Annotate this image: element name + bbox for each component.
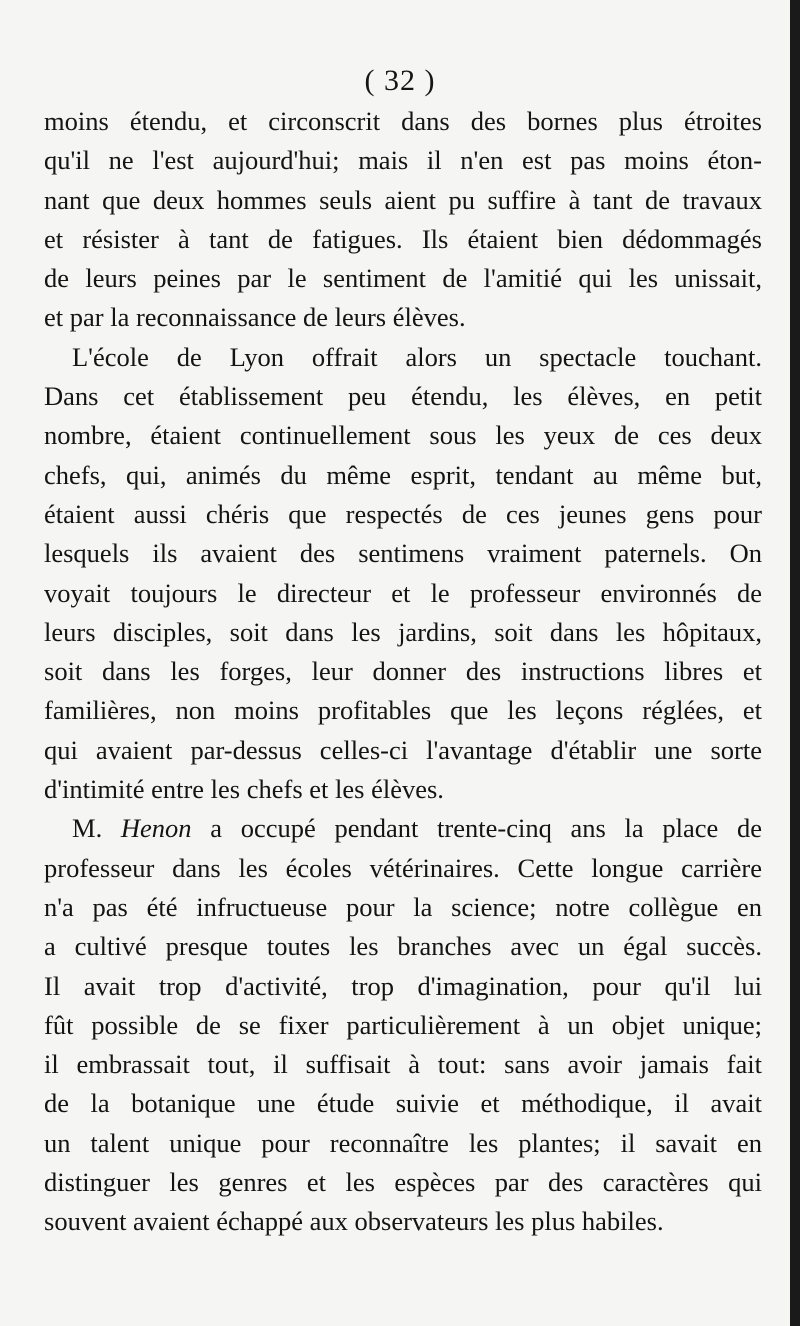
text-line: soit dans les forges, leur donner des instructions libres et bbox=[44, 656, 762, 687]
text-line: étaient aussi chéris que respectés de ces jeunes gens pour bbox=[44, 498, 762, 529]
text-line: souvent avaient échappé aux observateurs les plus habiles. bbox=[44, 1206, 664, 1237]
text-line: et résister à tant de fatigues. Ils étaient bien dédommagés bbox=[44, 223, 762, 254]
text-line: a cultivé presque toutes les branches avec un égal succès. bbox=[44, 931, 762, 962]
text-line: de la botanique une étude suivie et méthodique, il avait bbox=[44, 1088, 762, 1119]
body-text bbox=[44, 102, 762, 1242]
honorific: M. bbox=[72, 813, 103, 844]
text-line-first bbox=[44, 809, 762, 848]
paragraph-3 bbox=[44, 809, 762, 1241]
text-line: nombre, étaient continuellement sous les yeux de ces deux bbox=[44, 420, 762, 451]
text-line: lesquels ils avaient des sentimens vraiment paternels. On bbox=[44, 538, 762, 569]
paragraph-1 bbox=[44, 102, 762, 338]
text-line: professeur dans les écoles vétérinaires. Cette longue carrière bbox=[44, 852, 762, 883]
text-line: de leurs peines par le sentiment de l'amitié qui les unissait, bbox=[44, 263, 762, 294]
text-line: il embrassait tout, il suffisait à tout: sans avoir jamais fait bbox=[44, 1049, 762, 1080]
text-line: nant que deux hommes seuls aient pu suffire à tant de travaux bbox=[44, 184, 762, 215]
text-line: chefs, qui, animés du même esprit, tendant au même but, bbox=[44, 459, 762, 490]
text-line: moins étendu, et circonscrit dans des bornes plus étroites bbox=[44, 106, 762, 136]
text-line: familières, non moins profitables que les leçons réglées, et bbox=[44, 695, 762, 726]
text-line: Dans cet établissement peu étendu, les élèves, en petit bbox=[44, 381, 762, 412]
text-line: et par la reconnaissance de leurs élèves. bbox=[44, 302, 466, 333]
page-number: ( 32 ) bbox=[364, 64, 436, 97]
text-line: Il avait trop d'activité, trop d'imagination, pour qu'il lui bbox=[44, 970, 762, 1001]
text-line: n'a pas été infructueuse pour la science; notre collègue en bbox=[44, 891, 762, 922]
text-line: leurs disciples, soit dans les jardins, soit dans les hôpitaux, bbox=[44, 616, 762, 647]
text-line: qu'il ne l'est aujourd'hui; mais il n'en est pas moins éton- bbox=[44, 145, 762, 176]
person-name: Henon bbox=[120, 813, 192, 844]
text-line: voyait toujours le directeur et le professeur environnés de bbox=[44, 577, 762, 608]
paragraph-2 bbox=[44, 338, 762, 810]
text-line: L'école de Lyon offrait alors un spectacle touchant. bbox=[72, 341, 762, 372]
text-line: distinguer les genres et les espèces par des caractères qui bbox=[44, 1167, 762, 1198]
line-rest: a occupé pendant trente-cinq ans la place de bbox=[210, 813, 762, 844]
text-line: qui avaient par-dessus celles-ci l'avantage d'établir une sorte bbox=[44, 734, 762, 765]
text-line: un talent unique pour reconnaître les plantes; il savait en bbox=[44, 1127, 762, 1158]
text-line: d'intimité entre les chefs et les élèves. bbox=[44, 774, 444, 805]
text-line: fût possible de se fixer particulièrement à un objet unique; bbox=[44, 1009, 762, 1040]
